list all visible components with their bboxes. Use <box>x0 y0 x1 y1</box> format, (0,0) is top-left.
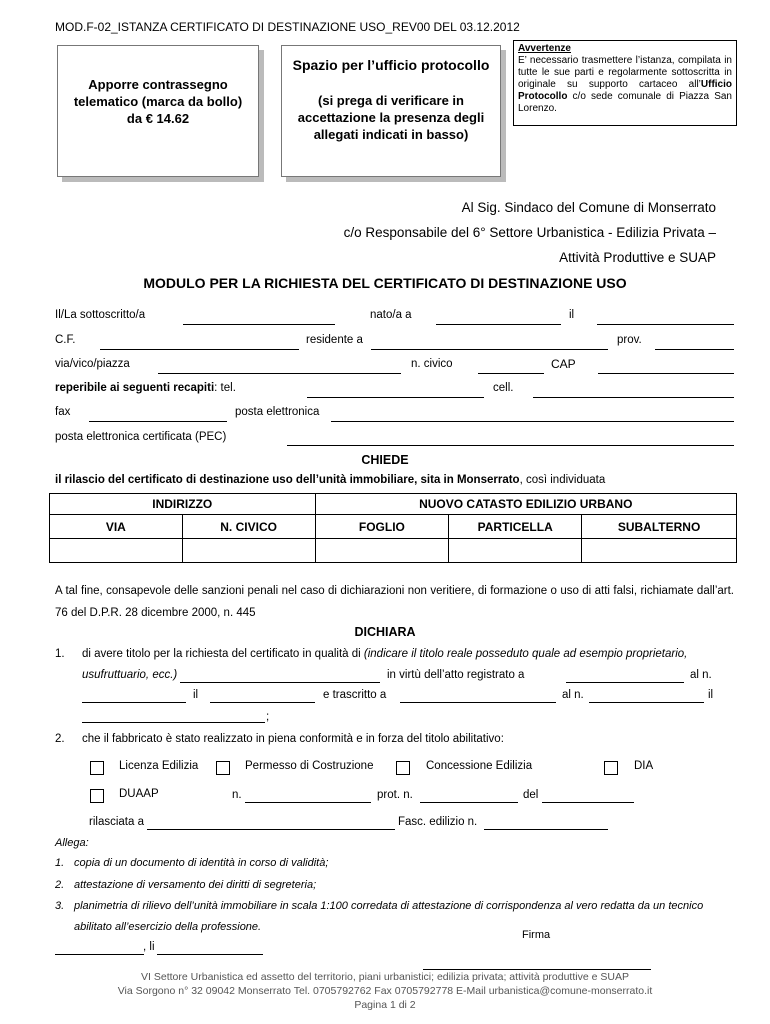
field-transcribed-number[interactable] <box>589 702 704 703</box>
label-prot: prot. n. <box>377 789 413 801</box>
label-permesso: Permesso di Costruzione <box>245 760 374 772</box>
field-cap[interactable] <box>598 373 734 374</box>
allega-item-3: planimetria di rilievo dell’unità immobiliare in scala 1:100 corredata di attestazione di corrispondenza al vero redatta da un tecnico <box>74 900 704 912</box>
fine-text: A tal fine, consapevole delle sanzioni penali nel caso di dichiarazioni non veritiere, di formazione o uso di atti falsi, richiamate dall’art. 76 del D.P.R. 28 dicembre 2000, n. 445 <box>55 585 734 619</box>
field-title[interactable] <box>180 682 380 683</box>
warning-title: Avvertenze <box>518 43 571 54</box>
field-street[interactable] <box>158 373 401 374</box>
protocol-text: (si prega di verificare in accettazione la presenza degli allegati indicati in basso) <box>297 93 485 142</box>
label-pec: posta elettronica certificata (PEC) <box>55 431 227 443</box>
label-li: , li <box>143 941 155 953</box>
label-nato: nato/a a <box>370 309 412 321</box>
field-email[interactable] <box>331 421 734 422</box>
revenue-stamp-box <box>57 45 259 177</box>
item1-text: di avere titolo per la richiesta del certificato in qualità di (indicare il titolo reale posseduto quale ad esempio proprietario, <box>82 648 688 660</box>
footer-line-2: Via Sorgono n° 32 09042 Monserrato Tel. 0705792762 Fax 0705792778 E-Mail urbanistica@comune-monserrato.it <box>117 985 653 997</box>
allega-item-2: attestazione di versamento dei diritti di segreteria; <box>74 879 317 891</box>
label-via: via/vico/piazza <box>55 358 130 370</box>
cell-civico[interactable] <box>182 539 315 563</box>
field-transcribed-at[interactable] <box>400 702 556 703</box>
warning-box <box>513 40 737 126</box>
field-birthplace[interactable] <box>436 324 561 325</box>
label-prov: prov. <box>617 334 642 346</box>
field-reg-date[interactable] <box>210 702 315 703</box>
item1-italic-cont: usufruttuario, ecc.) <box>82 669 178 681</box>
field-birthdate[interactable] <box>597 324 734 325</box>
checkbox-duaap[interactable] <box>90 789 104 803</box>
field-residence[interactable] <box>371 349 608 350</box>
label-fax: fax <box>55 406 71 418</box>
protocol-title: Spazio per l’ufficio protocollo <box>292 57 490 73</box>
checkbox-dia[interactable] <box>604 761 618 775</box>
cell-foglio[interactable] <box>315 539 449 563</box>
label-n: n. <box>232 789 242 801</box>
dichiara-heading: DICHIARA <box>354 625 416 639</box>
allega-item-1: copia di un documento di identità in corso di validità; <box>74 857 329 869</box>
allega-num-3: 3. <box>55 900 65 912</box>
header-indirizzo: INDIRIZZO <box>50 494 316 515</box>
chiede-heading: CHIEDE <box>361 453 409 467</box>
label-il: il <box>569 309 575 321</box>
allega-num-1: 1. <box>55 857 65 869</box>
form-title: MODULO PER LA RICHIESTA DEL CERTIFICATO DI DESTINAZIONE USO <box>143 275 627 291</box>
field-fasc[interactable] <box>484 829 608 830</box>
label-cf: C.F. <box>55 334 76 346</box>
field-name[interactable] <box>183 324 335 325</box>
item1-number: 1. <box>55 648 65 660</box>
label-civico: n. civico <box>411 358 453 370</box>
checkbox-concessione[interactable] <box>396 761 410 775</box>
revenue-stamp-text: Apporre contrassegno telematico (marca da bollo) da € 14.62 <box>73 77 243 126</box>
cell-subalterno[interactable] <box>582 539 737 563</box>
label-email: posta elettronica <box>235 406 320 418</box>
item1-virtu: in virtù dell’atto registrato a <box>387 669 525 681</box>
item2-text: che il fabbricato è stato realizzato in piena conformità e in forza del titolo abilitativo: <box>82 733 504 745</box>
checkbox-permesso[interactable] <box>216 761 230 775</box>
field-fax[interactable] <box>89 421 227 422</box>
label-cap: CAP <box>551 357 576 371</box>
field-civic-number[interactable] <box>478 373 544 374</box>
label-cell: cell. <box>493 382 514 394</box>
property-table <box>49 493 737 563</box>
item1-trascritto: e trascritto a <box>323 689 387 701</box>
col-particella: PARTICELLA <box>449 515 582 539</box>
label-sottoscritto: Il/La sottoscritto/a <box>55 309 146 321</box>
field-place[interactable] <box>55 954 144 955</box>
item2-number: 2. <box>55 733 65 745</box>
item1-il2: il <box>708 689 714 701</box>
field-cf[interactable] <box>100 349 299 350</box>
label-licenza: Licenza Edilizia <box>119 760 199 772</box>
item1-end: ; <box>266 711 270 723</box>
field-signature[interactable] <box>423 969 651 970</box>
label-dia: DIA <box>634 760 654 772</box>
allega-num-2: 2. <box>55 879 65 891</box>
field-pec[interactable] <box>287 445 734 446</box>
addressee-line-1: Al Sig. Sindaco del Comune di Monserrato <box>461 200 716 215</box>
label-firma: Firma <box>522 929 551 941</box>
document-code: MOD.F-02_ISTANZA CERTIFICATO DI DESTINAZIONE USO_REV00 DEL 03.12.2012 <box>55 20 520 34</box>
allega-item-3-cont: abilitato all’esercizio della professione. <box>74 921 262 933</box>
label-duaap: DUAAP <box>119 788 159 800</box>
checkbox-licenza[interactable] <box>90 761 104 775</box>
col-via: VIA <box>50 515 183 539</box>
cell-via[interactable] <box>50 539 183 563</box>
label-del: del <box>523 789 539 801</box>
label-reperibile: reperibile ai seguenti recapiti: tel. <box>55 382 236 394</box>
allega-title: Allega: <box>55 837 89 849</box>
item1-il: il <box>193 689 199 701</box>
field-date[interactable] <box>157 954 263 955</box>
col-subalterno: SUBALTERNO <box>582 515 737 539</box>
field-transcribed-date[interactable] <box>82 722 265 723</box>
item1-al-n: al n. <box>690 669 712 681</box>
field-phone[interactable] <box>307 397 484 398</box>
field-issued-to[interactable] <box>147 829 395 830</box>
label-concessione: Concessione Edilizia <box>426 760 533 772</box>
rilascio-text: il rilascio del certificato di destinazione uso dell’unità immobiliare, sita in Monserrato, così individuata <box>55 474 606 486</box>
item1-al-n2: al n. <box>562 689 584 701</box>
field-permit-date[interactable] <box>542 802 634 803</box>
label-rilasciata: rilasciata a <box>89 816 144 828</box>
warning-text: E’ necessario trasmettere l’istanza, compilata in tutte le sue parti e regolarmente sottoscritta in originale su supporto cartaceo all’Ufficio Protocollo c/o sede comunale di Piazza San Lorenzo. <box>518 55 732 114</box>
field-protocol-number[interactable] <box>420 802 518 803</box>
col-civico: N. CIVICO <box>182 515 315 539</box>
label-fasc: Fasc. edilizio n. <box>398 816 478 828</box>
footer-line-1: VI Settore Urbanistica ed assetto del territorio, piani urbanistici; edilizia privata; attività produttive e SUAP <box>141 971 629 983</box>
cell-particella[interactable] <box>449 539 582 563</box>
col-foglio: FOGLIO <box>315 515 449 539</box>
addressee-line-3: Attività Produttive e SUAP <box>559 250 716 265</box>
field-registered-at[interactable] <box>566 682 684 683</box>
header-nceu: NUOVO CATASTO EDILIZIO URBANO <box>315 494 737 515</box>
field-cell[interactable] <box>533 397 734 398</box>
field-province[interactable] <box>655 349 734 350</box>
protocol-box <box>281 45 501 177</box>
field-permit-number[interactable] <box>245 802 371 803</box>
label-residente: residente a <box>306 334 363 346</box>
addressee-line-2: c/o Responsabile del 6° Settore Urbanistica - Edilizia Privata – <box>343 225 716 240</box>
field-reg-number[interactable] <box>82 702 186 703</box>
footer-page: Pagina 1 di 2 <box>354 999 416 1011</box>
